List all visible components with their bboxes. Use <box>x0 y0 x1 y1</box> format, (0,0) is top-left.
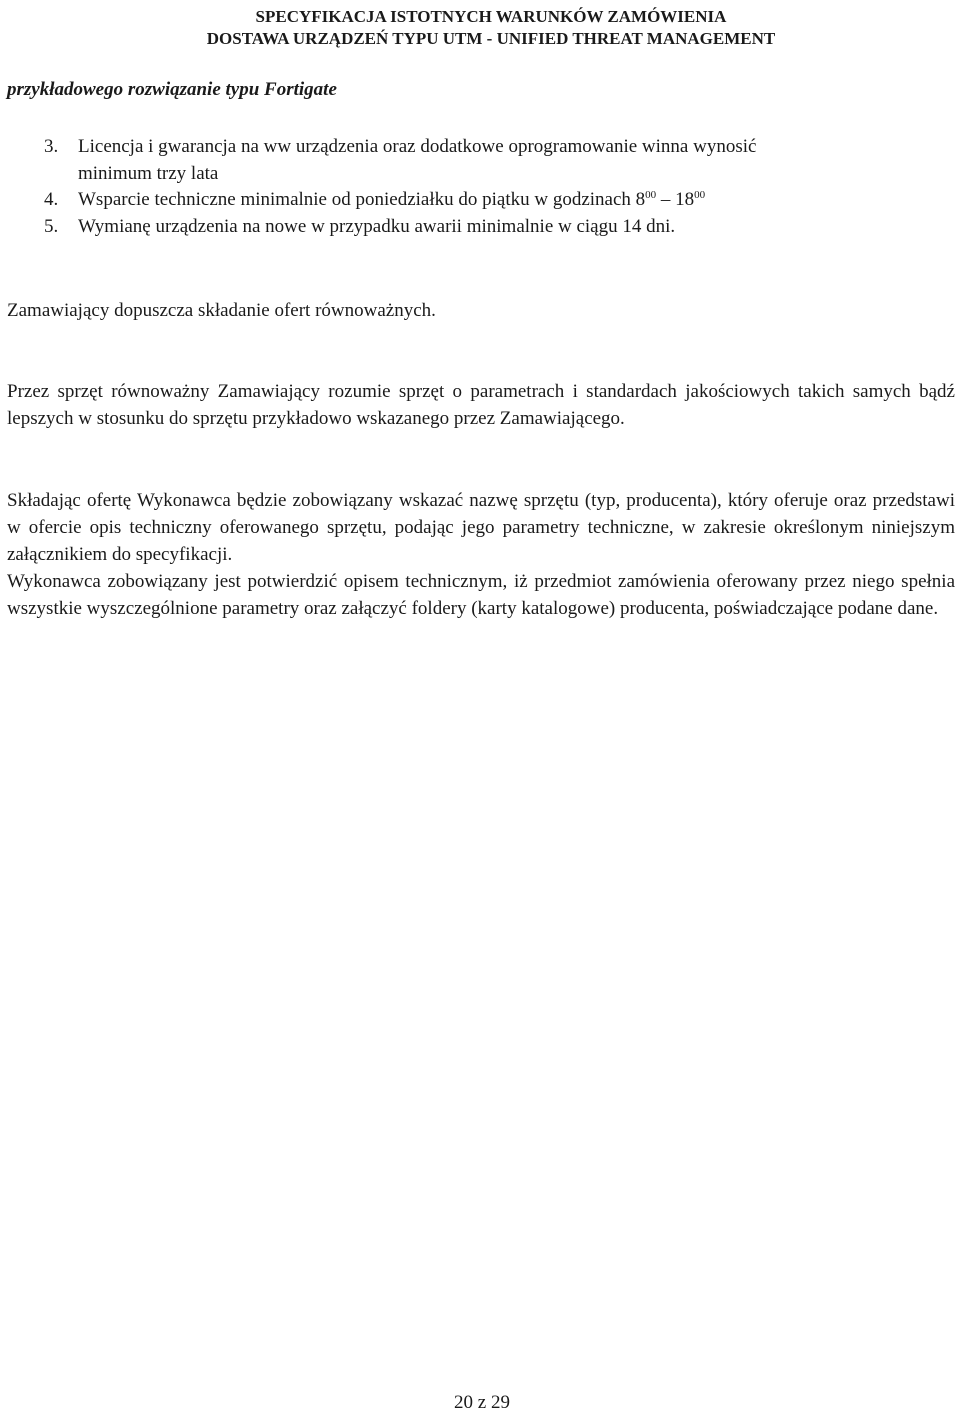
list-item-text-line2: minimum trzy lata <box>78 162 219 184</box>
hours-end-sup: 00 <box>694 189 706 201</box>
list-item-number: 3. <box>44 136 59 157</box>
paragraph-equivalent-offers: Zamawiający dopuszcza składanie ofert równoważnych. <box>7 300 436 321</box>
page-number: 20 z 29 <box>454 1392 510 1413</box>
list-item <box>44 214 944 241</box>
hours-dash: – 18 <box>656 189 695 210</box>
requirements-list <box>44 134 944 240</box>
hours-start-sup: 00 <box>645 189 657 201</box>
list-item-text: Wymianę urządzenia na nowe w przypadku awarii minimalnie w ciągu 14 dni. <box>78 215 676 237</box>
paragraph-equivalent-definition: Przez sprzęt równoważny Zamawiający rozumie sprzęt o parametrach i standardach jakościowych takich samych bądź lepszych w stosunku do sprzętu przykładowo wskazanego przez Zamawiającego. <box>7 381 955 429</box>
list-item-text <box>78 187 944 214</box>
list-item-text <box>78 134 944 187</box>
header-title-line1: SPECYFIKACJA ISTOTNYCH WARUNKÓW ZAMÓWIENIA <box>255 7 727 26</box>
list-item-text-line1: Licencja i gwarancja na ww urządzenia oraz dodatkowe oprogramowanie winna wynosić <box>78 136 757 157</box>
list-item-number: 4. <box>44 189 59 210</box>
list-item-number: 5. <box>44 215 59 237</box>
list-item <box>44 187 944 214</box>
support-hours-text: Wsparcie techniczne minimalnie od poniedziałku do piątku w godzinach 8 <box>78 189 646 210</box>
paragraph-offer-part1: Składając ofertę Wykonawca będzie zobowiązany wskazać nazwę sprzętu (typ, producenta), który oferuje oraz przedstawi w ofercie opis techniczny oferowanego sprzętu, podając jego parametry techniczne, w zakresie określonym niniejszym załącznikiem do specyfikacji. <box>7 490 955 565</box>
section-subtitle: przykładowego rozwiązanie typu Fortigate <box>7 79 337 100</box>
header-title-line2: DOSTAWA URZĄDZEŃ TYPU UTM - UNIFIED THREAT MANAGEMENT <box>206 29 776 48</box>
document-header <box>0 6 960 50</box>
paragraph-offer-part2: Wykonawca zobowiązany jest potwierdzić opisem technicznym, iż przedmiot zamówienia oferowany przez niego spełnia wszystkie wyszczególnione parametry oraz załączyć foldery (karty katalogowe) producenta, poświadczające podane dane. <box>7 571 955 619</box>
paragraph-offer-requirements <box>7 487 955 622</box>
list-item <box>44 134 944 187</box>
